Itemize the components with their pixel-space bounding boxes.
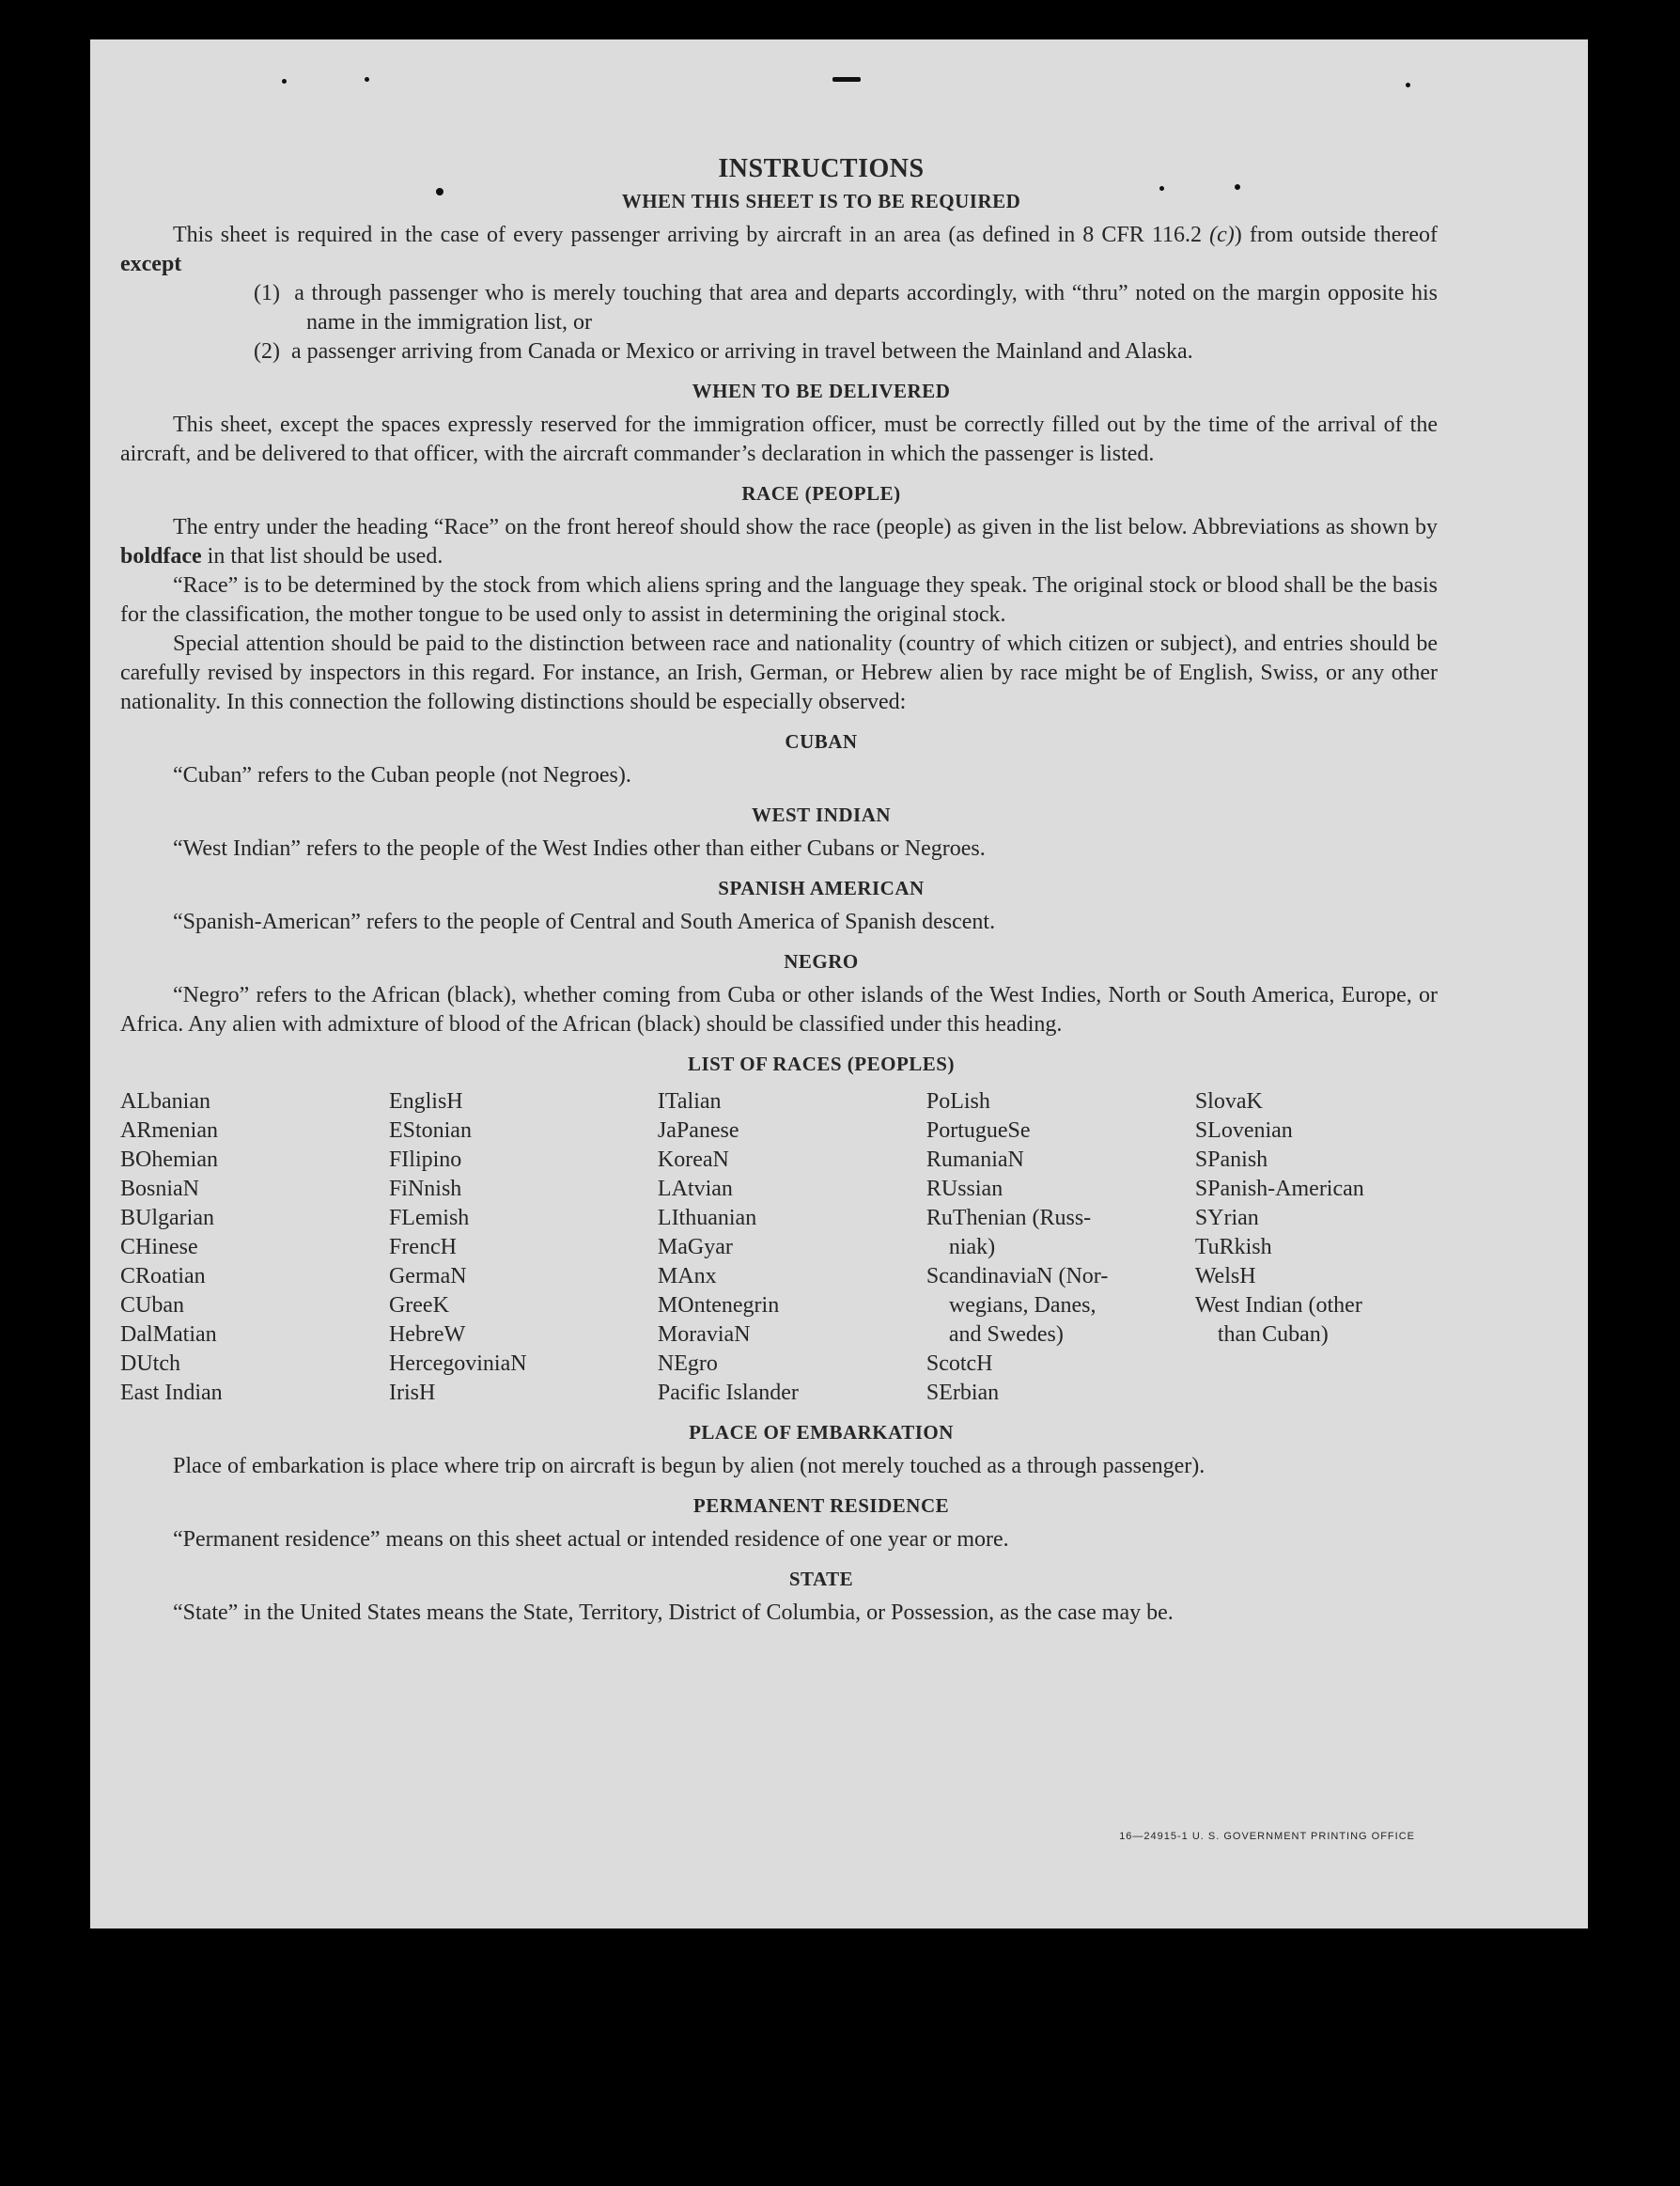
race-item: MaGyar: [657, 1235, 733, 1259]
race-item: and Swedes): [948, 1322, 1064, 1347]
race-column-1: [120, 1087, 389, 1408]
document-page: [90, 39, 1588, 1928]
heading-delivered: WHEN TO BE DELIVERED: [692, 380, 951, 402]
race-item: TuRkish: [1194, 1235, 1272, 1259]
race-item: CUban: [120, 1293, 184, 1318]
race-item: ITalian: [657, 1089, 722, 1114]
heading-required: WHEN THIS SHEET IS TO BE REQUIRED: [621, 190, 1021, 212]
race-item: ARmenian: [120, 1118, 218, 1143]
race-item: Pacific Islander: [657, 1381, 799, 1405]
race-item: MoraviaN: [657, 1322, 751, 1347]
race-item: FrencH: [388, 1235, 457, 1259]
race-column-3: [658, 1087, 926, 1408]
race-item: LIthuanian: [657, 1206, 757, 1230]
race-item: SPanish-American: [1194, 1177, 1364, 1201]
race-list: [120, 1087, 1438, 1408]
speck: [365, 77, 369, 82]
race-item: JaPanese: [657, 1118, 739, 1143]
race-paragraph-1: The entry under the heading “Race” on the front hereof should show the race (people) as given in the list below. Abbreviations as shown by boldface in that list should be used.: [120, 515, 1438, 569]
race-item: SlovaK: [1194, 1089, 1263, 1114]
race-item: than Cuban): [1217, 1322, 1329, 1347]
race-item: WelsH: [1194, 1264, 1256, 1288]
race-item: MAnx: [657, 1264, 717, 1288]
race-item: CRoatian: [120, 1264, 206, 1288]
race-item: FIlipino: [388, 1148, 462, 1172]
race-item: EnglisH: [388, 1089, 463, 1114]
heading-race: RACE (PEOPLE): [741, 482, 901, 505]
race-item: BOhemian: [120, 1148, 218, 1172]
race-item: KoreaN: [657, 1148, 729, 1172]
race-item: HercegoviniaN: [388, 1351, 527, 1376]
embarkation-text: Place of embarkation is place where trip on aircraft is begun by alien (not merely touched as a through passenger).: [173, 1454, 1206, 1478]
race-item: NEgro: [657, 1351, 718, 1376]
race-paragraph-3: Special attention should be paid to the distinction between race and nationality (country of which citizen or subject), and entries should be carefully revised by inspectors in this regard. For instance, an Irish, German, or Hebrew alien by race might be of English, Swiss, or any other nationality. In this connection the following distinctions should be especially observed:: [120, 632, 1438, 714]
race-item: PortugueSe: [926, 1118, 1031, 1143]
race-item: ScandinaviaN (Nor-: [926, 1264, 1109, 1288]
race-item: ScotcH: [926, 1351, 993, 1376]
residence-text: “Permanent residence” means on this sheet actual or intended residence of one year or more.: [173, 1527, 1009, 1552]
race-item: RumaniaN: [926, 1148, 1024, 1172]
race-item: FiNnish: [388, 1177, 462, 1201]
heading-spanish-american: SPANISH AMERICAN: [718, 877, 925, 899]
race-item: GreeK: [388, 1293, 449, 1318]
race-item: RUssian: [926, 1177, 1003, 1201]
required-item-1: (1) a through passenger who is merely touching that area and departs accordingly, with “thru” noted on the margin opposite his name in the immigration list, or: [254, 281, 1439, 335]
speck: [282, 79, 287, 84]
race-item: RuThenian (Russ-: [926, 1206, 1092, 1230]
heading-embarkation: PLACE OF EMBARKATION: [689, 1421, 954, 1444]
race-column-5: [1195, 1087, 1438, 1408]
race-item: HebreW: [388, 1322, 466, 1347]
speck: [436, 188, 443, 195]
heading-residence: PERMANENT RESIDENCE: [692, 1494, 950, 1517]
race-column-4: [926, 1087, 1195, 1408]
heading-west-indian: WEST INDIAN: [751, 804, 892, 826]
race-item: DalMatian: [120, 1322, 217, 1347]
heading-negro: NEGRO: [784, 950, 859, 973]
speck: [1159, 186, 1164, 191]
cuban-text: “Cuban” refers to the Cuban people (not Negroes).: [173, 763, 631, 788]
race-item: West Indian (other: [1194, 1293, 1362, 1318]
race-item: SYrian: [1194, 1206, 1259, 1230]
race-item: PoLish: [926, 1089, 990, 1114]
speck: [1235, 184, 1240, 190]
race-item: GermaN: [388, 1264, 467, 1288]
race-item: SLovenian: [1194, 1118, 1293, 1143]
speck: [832, 77, 861, 82]
heading-list-of-races: LIST OF RACES (PEOPLES): [688, 1053, 955, 1075]
race-column-2: [389, 1087, 658, 1408]
page-title: INSTRUCTIONS: [718, 154, 925, 183]
heading-cuban: CUBAN: [785, 730, 858, 753]
state-text: “State” in the United States means the State, Territory, District of Columbia, or Possession, as the case may be.: [173, 1600, 1174, 1625]
race-item: CHinese: [120, 1235, 198, 1259]
race-item: East Indian: [120, 1381, 223, 1405]
race-item: LAtvian: [657, 1177, 733, 1201]
race-item: FLemish: [388, 1206, 470, 1230]
west-indian-text: “West Indian” refers to the people of the West Indies other than either Cubans or Negroes.: [173, 836, 986, 861]
spanish-american-text: “Spanish-American” refers to the people of Central and South America of Spanish descent.: [173, 910, 996, 934]
delivered-text: This sheet, except the spaces expressly reserved for the immigration officer, must be correctly filled out by the time of the arrival of the aircraft, and be delivered to that officer, with the aircraft commander’s declaration in which the passenger is listed.: [120, 413, 1438, 466]
race-item: wegians, Danes,: [948, 1293, 1097, 1318]
race-item: ALbanian: [120, 1089, 210, 1114]
race-item: SPanish: [1194, 1148, 1268, 1172]
race-item: SErbian: [926, 1381, 1000, 1405]
speck: [1406, 83, 1410, 87]
race-item: MOntenegrin: [657, 1293, 780, 1318]
race-paragraph-2: “Race” is to be determined by the stock from which aliens spring and the language they speak. The original stock or blood shall be the basis for the classification, the mother tongue to be used only to assist in determining the original stock.: [120, 573, 1438, 627]
negro-text: “Negro” refers to the African (black), whether coming from Cuba or other islands of the West Indies, North or South America, Europe, or Africa. Any alien with admixture of blood of the African (black) should be classified under this heading.: [120, 983, 1438, 1037]
race-item: DUtch: [120, 1351, 180, 1376]
race-item: BUlgarian: [120, 1206, 214, 1230]
race-item: IrisH: [388, 1381, 436, 1405]
required-item-2: (2) a passenger arriving from Canada or Mexico or arriving in travel between the Mainland and Alaska.: [254, 339, 1193, 364]
required-intro: This sheet is required in the case of every passenger arriving by aircraft in an area (as defined in 8 CFR 116.2 (c)) from outside thereof except: [120, 223, 1439, 276]
race-item: BosniaN: [120, 1177, 199, 1201]
printing-office-code: 16—24915-1 U. S. GOVERNMENT PRINTING OFFICE: [1119, 1831, 1415, 1842]
race-item: EStonian: [388, 1118, 472, 1143]
race-item: niak): [948, 1235, 996, 1259]
heading-state: STATE: [788, 1568, 854, 1590]
